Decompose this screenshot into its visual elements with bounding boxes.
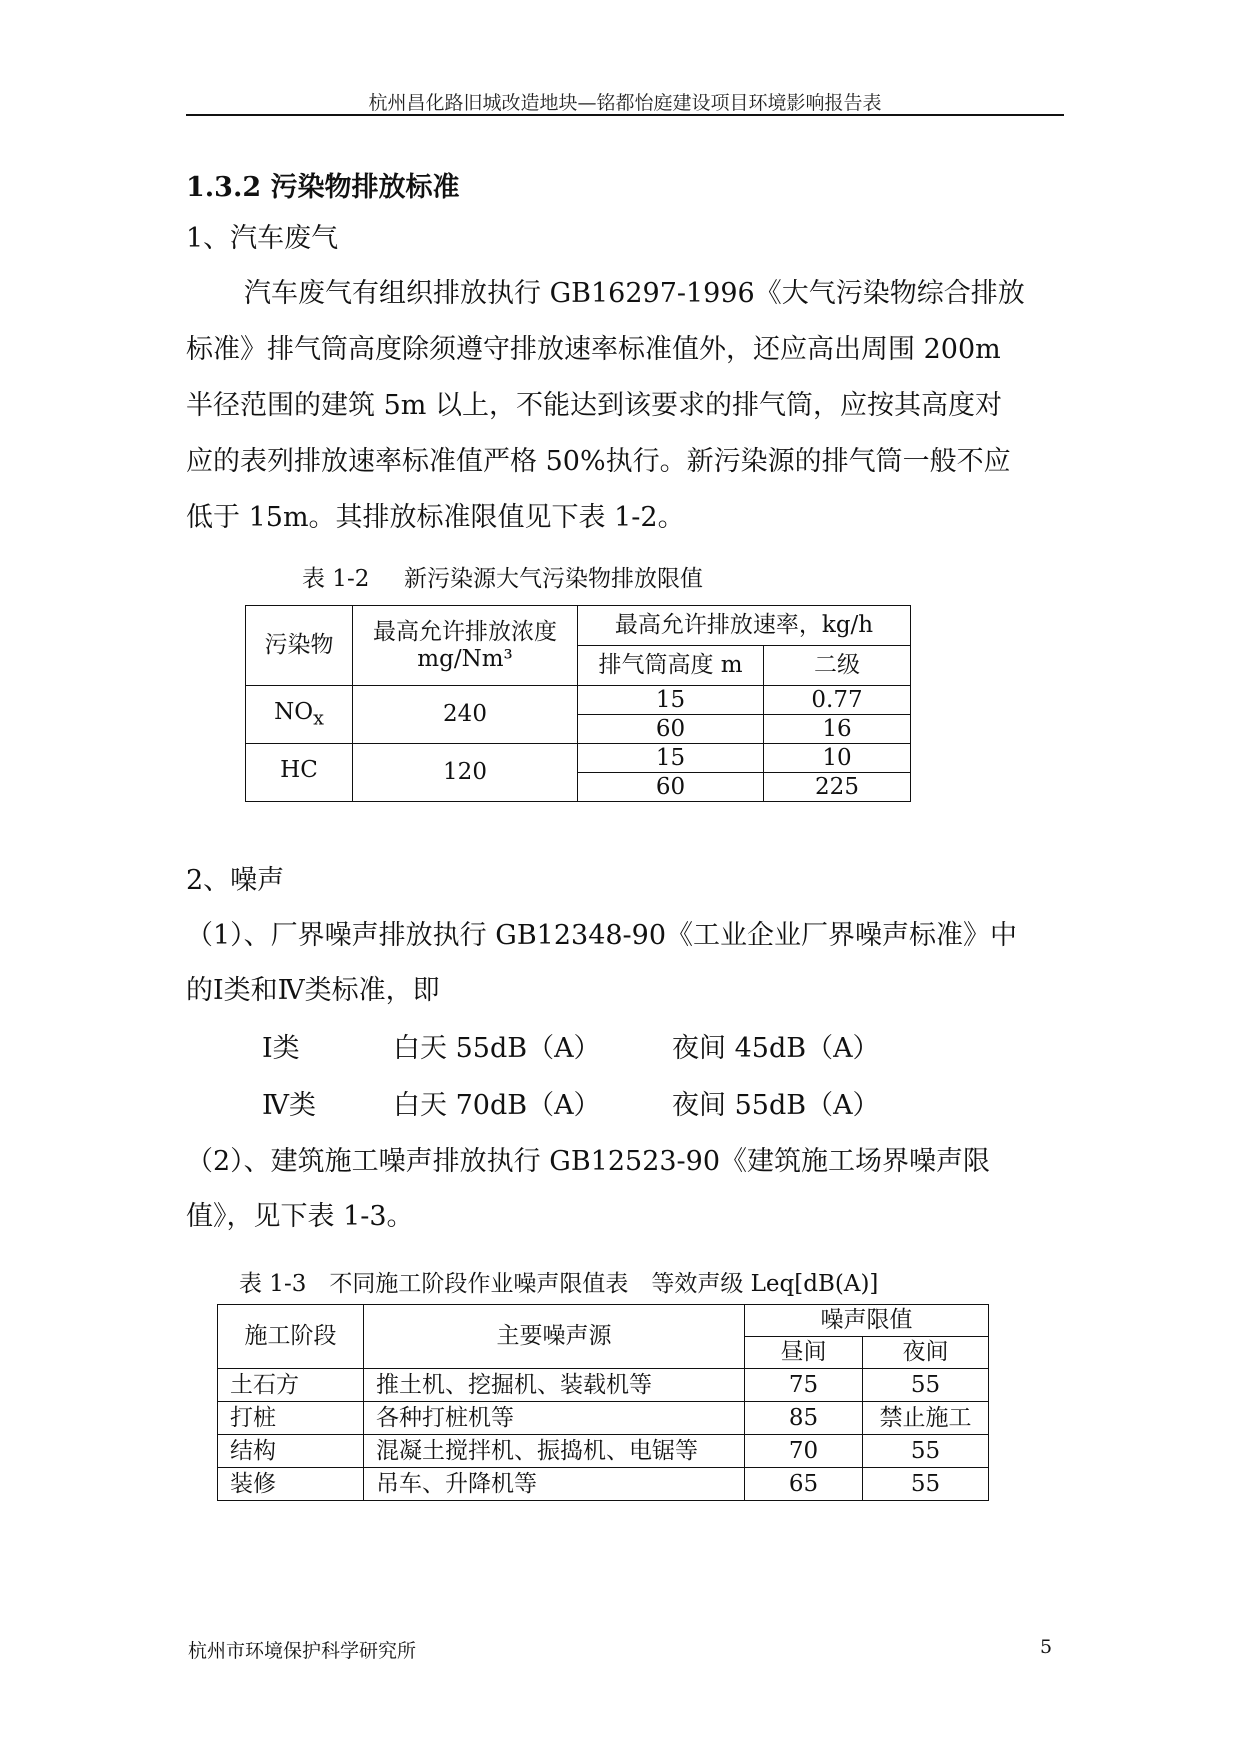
concentration-header-line-1: 最高允许排放浓度 <box>373 619 557 646</box>
stack-height-cell: 15 <box>578 686 764 715</box>
footer-organization: 杭州市环境保护科学研究所 <box>188 1640 417 1662</box>
day-limit-cell: 75 <box>745 1369 863 1402</box>
table-1-3-header-night: 夜间 <box>863 1337 989 1369</box>
pollutant-cell <box>246 686 353 744</box>
night-limit-cell: 55 <box>863 1369 989 1402</box>
noise-p1-line-2: 的Ⅰ类和Ⅳ类标准，即 <box>186 975 440 1006</box>
noise-class-4-night: 夜间 55dB（A） <box>672 1090 880 1121</box>
pollutant-cell <box>246 744 353 802</box>
table-row <box>218 1468 989 1501</box>
concentration-header-unit: mg/Nm³ <box>417 645 513 672</box>
table-1-3-header-limit: 噪声限值 <box>745 1305 989 1337</box>
stage-cell: 装修 <box>218 1468 364 1501</box>
document-header-title: 杭州昌化路旧城改造地块—铭都怡庭建设项目环境影响报告表 <box>368 92 882 114</box>
pollutant-name: HC <box>280 757 318 784</box>
noise-source-cell: 各种打桩机等 <box>364 1402 745 1435</box>
table-1-2-header-stack-height: 排气筒高度 m <box>578 646 764 686</box>
header-divider <box>186 114 1064 116</box>
table-row <box>218 1435 989 1468</box>
table-1-2 <box>245 605 911 802</box>
stage-cell: 结构 <box>218 1435 364 1468</box>
table-1-3-header-day: 昼间 <box>745 1337 863 1369</box>
stack-height-cell: 60 <box>578 773 764 802</box>
emission-rate-cell: 16 <box>764 715 911 744</box>
table-1-2-header-grade: 二级 <box>764 646 911 686</box>
noise-class-1-name: Ⅰ类 <box>262 1033 300 1064</box>
vehicle-heading: 1、汽车废气 <box>186 223 339 254</box>
night-limit-cell: 55 <box>863 1468 989 1501</box>
stage-cell: 打桩 <box>218 1402 364 1435</box>
table-1-3 <box>217 1304 989 1501</box>
page-number: 5 <box>1040 1636 1053 1658</box>
table-1-3-header-stage: 施工阶段 <box>218 1305 364 1369</box>
emission-rate-cell: 225 <box>764 773 911 802</box>
day-limit-cell: 65 <box>745 1468 863 1501</box>
vehicle-paragraph-line-1: 汽车废气有组织排放执行 GB16297-1996《大气污染物综合排放 <box>244 278 1025 309</box>
section-title: 1.3.2 污染物排放标准 <box>186 172 460 203</box>
noise-p2-line-1: （2）、建筑施工噪声排放执行 GB12523-90《建筑施工场界噪声限 <box>186 1146 991 1177</box>
table-1-3-caption: 表 1-3 不同施工阶段作业噪声限值表 等效声级 Leq[dB(A)] <box>239 1271 879 1297</box>
vehicle-paragraph-line-3: 半径范围的建筑 5m 以上，不能达到该要求的排气筒，应按其高度对 <box>186 390 1002 421</box>
night-limit-cell: 55 <box>863 1435 989 1468</box>
table-1-3-header-source: 主要噪声源 <box>364 1305 745 1369</box>
noise-source-cell: 混凝土搅拌机、振捣机、电锯等 <box>364 1435 745 1468</box>
table-1-2-header-rate: 最高允许排放速率，kg/h <box>578 606 911 646</box>
noise-heading: 2、噪声 <box>186 865 285 896</box>
vehicle-paragraph-line-5: 低于 15m。其排放标准限值见下表 1-2。 <box>186 502 685 533</box>
table-row <box>246 744 911 773</box>
stage-cell: 土石方 <box>218 1369 364 1402</box>
concentration-cell: 240 <box>353 686 578 744</box>
pollutant-name: NO <box>274 699 314 726</box>
vehicle-paragraph-line-4: 应的表列排放速率标准值严格 50%执行。新污染源的排气筒一般不应 <box>186 446 1011 477</box>
stack-height-cell: 15 <box>578 744 764 773</box>
day-limit-cell: 85 <box>745 1402 863 1435</box>
noise-class-1-night: 夜间 45dB（A） <box>672 1033 880 1064</box>
emission-rate-cell: 0.77 <box>764 686 911 715</box>
table-1-2-header-concentration <box>353 606 578 686</box>
table-row <box>246 686 911 715</box>
noise-class-4-name: Ⅳ类 <box>262 1090 316 1121</box>
night-limit-cell: 禁止施工 <box>863 1402 989 1435</box>
noise-source-cell: 推土机、挖掘机、装载机等 <box>364 1369 745 1402</box>
table-row <box>218 1369 989 1402</box>
noise-class-4-day: 白天 70dB（A） <box>393 1090 601 1121</box>
vehicle-paragraph-line-2: 标准》排气筒高度除须遵守排放速率标准值外，还应高出周围 200m <box>186 334 1001 365</box>
emission-rate-cell: 10 <box>764 744 911 773</box>
pollutant-subscript: x <box>313 706 324 730</box>
noise-class-1-day: 白天 55dB（A） <box>393 1033 601 1064</box>
table-row <box>218 1402 989 1435</box>
day-limit-cell: 70 <box>745 1435 863 1468</box>
table-1-2-header-pollutant: 污染物 <box>246 606 353 686</box>
noise-p1-line-1: （1）、厂界噪声排放执行 GB12348-90《工业企业厂界噪声标准》中 <box>186 920 1018 951</box>
noise-source-cell: 吊车、升降机等 <box>364 1468 745 1501</box>
concentration-cell: 120 <box>353 744 578 802</box>
table-1-2-caption-title: 新污染源大气污染物排放限值 <box>404 566 703 592</box>
stack-height-cell: 60 <box>578 715 764 744</box>
table-1-2-caption-number: 表 1-2 <box>302 566 370 592</box>
noise-p2-line-2: 值》，见下表 1-3。 <box>186 1201 414 1232</box>
